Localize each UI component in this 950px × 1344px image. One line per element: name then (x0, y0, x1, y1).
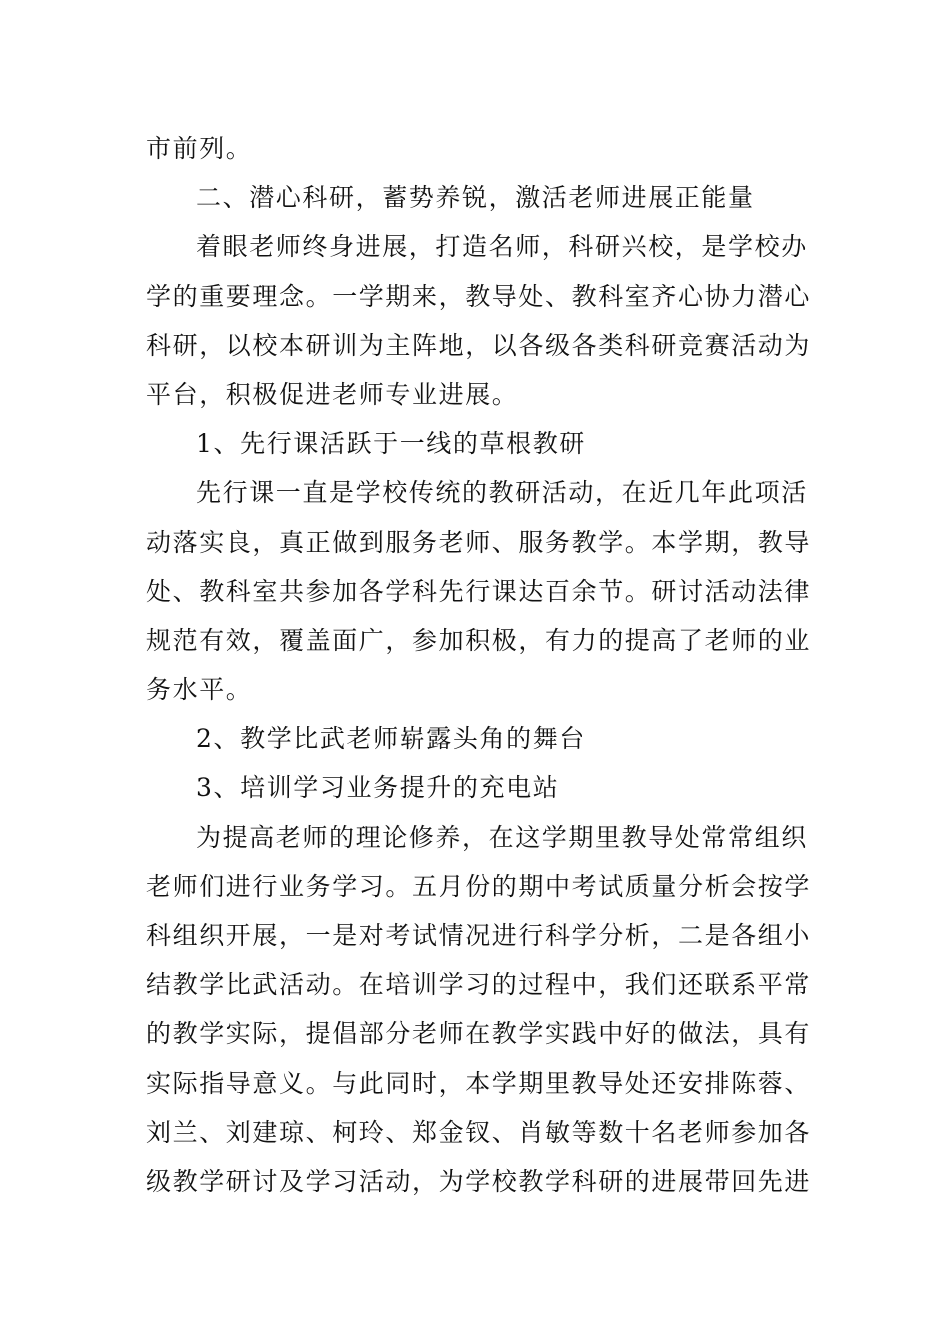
text-line: 处、教科室共参加各学科先行课达百余节。研讨活动法律 (146, 576, 812, 606)
text-line: 科研，以校本研训为主阵地，以各级各类科研竞赛活动为 (146, 330, 812, 360)
text-line: 结教学比武活动。在培训学习的过程中，我们还联系平常 (146, 970, 812, 1000)
subsection-heading: 1、先行课活跃于一线的草根教研 (196, 429, 586, 459)
text-line: 为提高老师的理论修养，在这学期里教导处常常组织 (196, 822, 808, 852)
subsection-heading: 3、培训学习业务提升的充电站 (196, 773, 560, 803)
text-line: 级教学研讨及学习活动，为学校教学科研的进展带回先进 (146, 1166, 812, 1196)
text-line: 着眼老师终身进展，打造名师，科研兴校，是学校办 (196, 232, 808, 262)
section-heading: 二、潜心科研，蓄势养锐，激活老师进展正能量 (196, 183, 755, 213)
text-line: 科组织开展，一是对考试情况进行科学分析，二是各组小 (146, 921, 812, 950)
subsection-heading: 2、教学比武老师崭露头角的舞台 (196, 724, 586, 754)
text-line: 务水平。 (146, 675, 253, 705)
text-line: 老师们进行业务学习。五月份的期中考试质量分析会按学 (146, 871, 812, 901)
text-line: 平台，积极促进老师专业进展。 (146, 379, 519, 409)
text-line: 动落实良，真正做到服务老师、服务教学。本学期，教导 (146, 527, 812, 557)
text-line: 的教学实际，提倡部分老师在教学实践中好的做法，具有 (146, 1019, 812, 1049)
text-line: 实际指导意义。与此同时，本学期里教导处还安排陈蓉、 (146, 1068, 812, 1098)
text-line: 市前列。 (146, 134, 253, 163)
text-line: 先行课一直是学校传统的教研活动，在近几年此项活 (196, 478, 808, 508)
document-body (146, 124, 812, 1206)
text-line: 刘兰、刘建琼、柯玲、郑金钗、肖敏等数十名老师参加各 (146, 1117, 812, 1147)
text-line: 学的重要理念。一学期来，教导处、教科室齐心协力潜心 (146, 281, 812, 311)
text-line: 规范有效，覆盖面广，参加积极，有力的提高了老师的业 (146, 625, 812, 655)
